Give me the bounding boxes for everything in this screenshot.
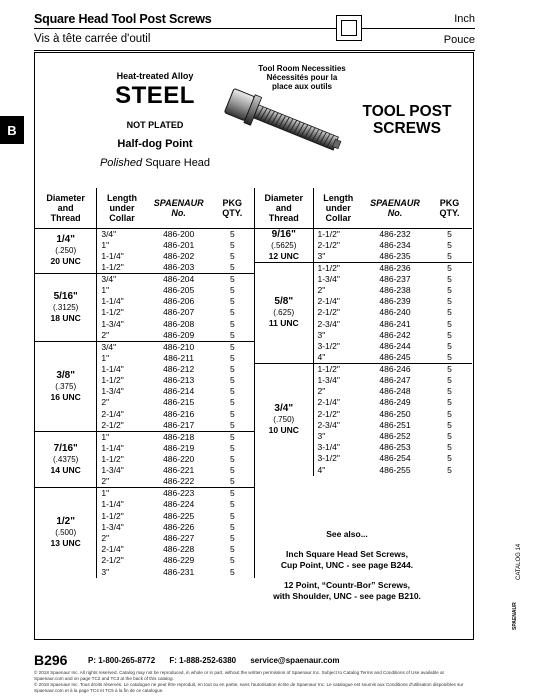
part-number-cell: 486-247 <box>379 375 411 386</box>
diameter-decimal: (.250) <box>55 246 77 256</box>
product-line-2: SCREWS <box>372 120 442 137</box>
product-line-title <box>337 103 477 137</box>
diameter-decimal: (.3125) <box>52 302 79 312</box>
part-number-cell: 486-251 <box>379 419 411 430</box>
part-number-cell: 486-253 <box>379 442 411 453</box>
part-number-cell: 486-201 <box>163 239 195 250</box>
thread-spec: 13 UNC <box>50 538 81 549</box>
part-number-cell: 486-245 <box>379 352 411 362</box>
thread-spec: 11 UNC <box>268 318 299 329</box>
pkg-qty-cell: 5 <box>447 453 452 464</box>
see-also-ref-2: 12 Point, “Countr-Bor” Screws, with Shoulder, UNC - see page B210. <box>273 580 421 601</box>
table-row <box>35 228 255 240</box>
pkg-qty-cell: 5 <box>447 340 452 351</box>
thread-spec: 18 UNC <box>50 312 81 323</box>
pkg-qty-cell: 5 <box>211 228 255 240</box>
pkg-qty-cell: 5 <box>447 307 452 318</box>
pkg-qty-cell: 5 <box>447 375 452 386</box>
diameter-cell <box>255 228 313 262</box>
length-cell: 1-1/2" <box>313 228 363 240</box>
pkg-qty-cell: 5 <box>211 353 255 364</box>
part-number-cell: 486-246 <box>363 364 427 376</box>
length-cell: 2-3/4" <box>317 318 340 329</box>
part-number-cell: 486-205 <box>163 284 195 295</box>
table-row <box>35 488 255 500</box>
tool-room-en: Tool Room Necessities <box>258 64 346 73</box>
part-number-cell: 486-221 <box>163 465 195 476</box>
see-also-heading: See also... <box>326 529 368 539</box>
pkg-qty-cell: 5 <box>447 408 452 419</box>
unit-label: Inch <box>454 13 475 25</box>
tool-room-fr-2: place aux outils <box>271 82 333 91</box>
col-part-number: SPAENAUR No. <box>147 188 211 228</box>
part-number-cell: 486-249 <box>379 397 411 408</box>
part-number-cell: 486-216 <box>163 408 195 419</box>
pkg-qty-cell: 5 <box>211 465 255 476</box>
part-number-cell: 486-209 <box>163 329 195 340</box>
contact-line <box>88 656 352 665</box>
length-cell: 1-1/2" <box>101 307 124 318</box>
part-number-cell: 486-228 <box>163 544 195 555</box>
part-number-cell: 486-212 <box>163 363 195 374</box>
length-cell: 2" <box>101 476 110 487</box>
length-cell: 2-1/2" <box>101 555 124 566</box>
pkg-qty-cell: 5 <box>211 386 255 397</box>
length-cell: 1" <box>97 431 147 443</box>
col-part-number: SPAENAUR No. <box>363 188 427 228</box>
pkg-qty-cell: 5 <box>211 476 255 488</box>
pkg-qty-cell: 5 <box>211 296 255 307</box>
length-cell: 2-1/4" <box>317 296 340 307</box>
square-head-icon <box>336 15 362 41</box>
length-cell: 3/4" <box>97 341 147 353</box>
part-number-cell: 486-238 <box>379 284 411 295</box>
pkg-qty-cell: 5 <box>447 442 452 453</box>
product-line-1: TOOL POST <box>362 103 452 120</box>
thread-spec: 20 UNC <box>50 256 81 267</box>
length-cell: 2-1/2" <box>317 307 340 318</box>
length-cell: 3-1/2" <box>317 453 340 464</box>
length-cell: 1-1/2" <box>313 262 363 274</box>
pkg-qty-cell: 5 <box>211 431 255 443</box>
col-length: Length under Collar <box>97 188 147 228</box>
part-number-cell: 486-255 <box>379 464 411 475</box>
tool-room-fr-1: Nécessités pour la <box>266 73 338 82</box>
length-cell: 1-1/4" <box>101 499 124 510</box>
length-cell: 1-3/4" <box>101 386 124 397</box>
pkg-qty-cell: 5 <box>447 352 452 362</box>
diameter-size: 1/2" <box>56 516 75 528</box>
length-cell: 3-1/2" <box>317 340 340 351</box>
pkg-qty-cell: 5 <box>211 544 255 555</box>
length-cell: 3/4" <box>97 273 147 285</box>
diameter-cell <box>255 364 313 476</box>
unit-label-french: Pouce <box>443 34 475 46</box>
length-cell: 1-3/4" <box>101 318 124 329</box>
pkg-qty-cell: 5 <box>447 250 452 261</box>
part-number-cell: 486-240 <box>379 307 411 318</box>
page-title: Square Head Tool Post Screws <box>34 12 212 26</box>
pkg-qty-cell: 5 <box>211 273 255 285</box>
part-number-cell: 486-211 <box>163 352 194 363</box>
part-number-cell: 486-229 <box>163 555 195 566</box>
part-number-cell: 486-248 <box>379 386 411 397</box>
pkg-qty-cell: 5 <box>211 251 255 262</box>
part-number-cell: 486-227 <box>163 532 195 543</box>
length-cell: 2-3/4" <box>317 419 340 430</box>
pkg-qty-cell: 5 <box>211 555 255 566</box>
part-number-cell: 486-222 <box>163 476 195 487</box>
product-panel <box>34 52 474 640</box>
part-number-cell: 486-224 <box>163 499 195 510</box>
diameter-decimal: (.750) <box>273 415 295 425</box>
length-cell: 2" <box>101 532 110 543</box>
pkg-qty-cell: 5 <box>447 273 452 284</box>
pkg-qty-cell: 5 <box>427 228 472 240</box>
length-cell: 1" <box>101 239 110 250</box>
header-divider <box>34 28 475 29</box>
length-cell: 2" <box>101 329 110 340</box>
length-cell: 1-3/4" <box>317 375 340 386</box>
diameter-size: 5/16" <box>53 290 78 302</box>
part-number-cell: 486-202 <box>163 250 195 261</box>
thread-spec: 10 UNC <box>268 425 299 436</box>
catalog-label: CATALOG 14 <box>516 543 522 580</box>
pkg-qty-cell: 5 <box>211 285 255 296</box>
part-number-cell: 486-223 <box>147 488 211 500</box>
pkg-qty-cell: 5 <box>211 533 255 544</box>
part-number-cell: 486-204 <box>147 273 211 285</box>
length-cell: 1" <box>101 352 110 363</box>
head-shape: Square Head <box>145 157 211 169</box>
pkg-qty-cell: 5 <box>427 262 472 274</box>
pkg-qty-cell: 5 <box>211 397 255 408</box>
part-number-cell: 486-231 <box>163 566 195 577</box>
page-title-french: Vis à tête carrée d'outil <box>34 33 151 45</box>
diameter-decimal: (.625) <box>273 308 295 318</box>
col-diameter: Diameter and Thread <box>35 188 97 228</box>
part-number-cell: 486-210 <box>147 341 211 353</box>
col-pkg-qty: PKG QTY. <box>427 188 472 228</box>
length-cell: 1-1/2" <box>101 510 124 521</box>
diameter-size: 1/4" <box>56 234 75 246</box>
diameter-decimal: (.5625) <box>271 240 297 250</box>
part-number-cell: 486-254 <box>379 453 411 464</box>
pkg-qty-cell: 5 <box>447 329 452 340</box>
material-alloy: Heat-treated Alloy <box>116 71 194 81</box>
length-cell: 1-1/4" <box>101 442 124 453</box>
diameter-cell <box>35 273 97 341</box>
legal-fr: © 2018 Spaenaur Inc. Tous droits réservés. Le catalogue ne peut être reproduit, en tout ou en partie, sans l'autorisation écrite de Spaenaur Inc. Le catalogue est soumis aux Conditions d'utilisation disponibles sur Spaenaur.com et à la page TC4 et TC5 à la fin de ce catalogue. <box>34 682 464 693</box>
length-cell: 3" <box>101 566 110 577</box>
pkg-qty-cell: 5 <box>211 499 255 510</box>
finish-label: NOT PLATED <box>126 120 184 130</box>
side-brand: SPAENAUR <box>512 602 518 630</box>
diameter-cell <box>35 488 97 578</box>
length-cell: 2-1/2" <box>317 408 340 419</box>
material-title: STEEL <box>115 82 195 109</box>
length-cell: 1-1/4" <box>101 363 124 374</box>
diameter-size: 7/16" <box>53 443 78 455</box>
spec-body-left <box>35 228 255 578</box>
part-number-cell: 486-241 <box>379 318 411 329</box>
screw-illustration <box>197 69 347 179</box>
part-number-cell: 486-206 <box>163 296 195 307</box>
part-number-cell: 486-217 <box>163 419 195 430</box>
length-cell: 3/4" <box>97 228 147 240</box>
part-number-cell: 486-239 <box>379 296 411 307</box>
part-number-cell: 486-213 <box>163 375 195 386</box>
part-number-cell: 486-234 <box>379 239 411 250</box>
length-cell: 2-1/4" <box>317 397 340 408</box>
part-number-cell: 486-219 <box>163 442 195 453</box>
thread-spec: 12 UNC <box>268 250 299 261</box>
length-cell: 4" <box>317 464 326 475</box>
length-cell: 2" <box>101 397 110 408</box>
length-cell: 2-1/2" <box>317 239 340 250</box>
part-number-cell: 486-215 <box>163 397 195 408</box>
part-number-cell: 486-252 <box>379 431 411 442</box>
diameter-decimal: (.500) <box>55 528 77 538</box>
thread-spec: 14 UNC <box>50 465 81 476</box>
length-cell: 3" <box>317 329 326 340</box>
pkg-qty-cell: 5 <box>447 239 452 250</box>
length-cell: 1-1/2" <box>101 375 124 386</box>
section-tab: B <box>0 116 24 144</box>
pkg-qty-cell: 5 <box>447 296 452 307</box>
length-cell: 1" <box>97 488 147 500</box>
pkg-qty-cell: 5 <box>211 511 255 522</box>
diameter-size: 3/4" <box>274 403 294 415</box>
col-pkg-qty: PKG QTY. <box>211 188 255 228</box>
part-number-cell: 486-218 <box>147 431 211 443</box>
diameter-cell <box>255 262 313 363</box>
spec-body-right <box>255 228 472 476</box>
legal-notice <box>34 670 474 694</box>
length-cell: 3-1/4" <box>317 442 340 453</box>
fax-number: F: 1-888-252-6380 <box>169 656 237 665</box>
part-number-cell: 486-214 <box>163 386 195 397</box>
length-cell: 2" <box>317 386 326 397</box>
table-row <box>35 273 255 285</box>
length-cell: 1-1/2" <box>101 454 124 465</box>
diameter-cell <box>35 341 97 431</box>
thread-spec: 16 UNC <box>50 391 81 402</box>
pkg-qty-cell: 5 <box>211 375 255 386</box>
pkg-qty-cell: 5 <box>211 409 255 420</box>
pkg-qty-cell: 5 <box>211 307 255 318</box>
length-cell: 2-1/2" <box>101 419 124 430</box>
pkg-qty-cell: 5 <box>427 364 472 376</box>
pkg-qty-cell: 5 <box>447 464 452 475</box>
pkg-qty-cell: 5 <box>447 284 452 295</box>
length-cell: 2-1/4" <box>101 544 124 555</box>
length-cell: 1-3/4" <box>317 273 340 284</box>
part-number-cell: 486-225 <box>163 510 195 521</box>
pkg-qty-cell: 5 <box>447 397 452 408</box>
diameter-size: 5/8" <box>274 296 294 308</box>
table-row <box>255 364 472 376</box>
length-cell: 1-3/4" <box>101 521 124 532</box>
pkg-qty-cell: 5 <box>447 419 452 430</box>
length-cell: 4" <box>317 352 326 362</box>
see-also-box <box>257 529 437 611</box>
table-row <box>35 341 255 353</box>
diameter-decimal: (.4375) <box>52 455 79 465</box>
diameter-cell <box>35 228 97 273</box>
length-cell: 2" <box>317 284 326 295</box>
header-divider-lower <box>34 50 475 51</box>
part-number-cell: 486-242 <box>379 329 411 340</box>
part-number-cell: 486-220 <box>163 454 195 465</box>
diameter-decimal: (.375) <box>55 381 77 391</box>
see-also-ref-1: Inch Square Head Set Screws, Cup Point, UNC - see page B244. <box>280 549 414 570</box>
pkg-qty-cell: 5 <box>211 488 255 500</box>
diameter-size: 9/16" <box>271 228 296 240</box>
length-cell: 1-3/4" <box>101 465 124 476</box>
col-diameter: Diameter and Thread <box>255 188 313 228</box>
length-cell: 1" <box>101 284 110 295</box>
spec-table-left <box>35 188 255 578</box>
pkg-qty-cell: 5 <box>211 454 255 465</box>
diameter-size: 3/8" <box>56 369 75 381</box>
pkg-qty-cell: 5 <box>447 318 452 329</box>
part-number-cell: 486-232 <box>363 228 427 240</box>
pkg-qty-cell: 5 <box>211 330 255 342</box>
pkg-qty-cell: 5 <box>211 522 255 533</box>
table-row <box>255 262 472 274</box>
pkg-qty-cell: 5 <box>211 262 255 274</box>
pkg-qty-cell: 5 <box>211 420 255 432</box>
col-length: Length under Collar <box>313 188 363 228</box>
pkg-qty-cell: 5 <box>211 318 255 329</box>
part-number-cell: 486-244 <box>379 340 411 351</box>
spec-table-right <box>255 188 472 476</box>
length-cell: 2-1/4" <box>101 408 124 419</box>
table-row <box>255 228 472 240</box>
pkg-qty-cell: 5 <box>211 341 255 353</box>
part-number-cell: 486-207 <box>163 307 195 318</box>
point-type: Half-dog Point <box>117 138 193 150</box>
part-number-cell: 486-200 <box>147 228 211 240</box>
page-number: B296 <box>34 652 68 668</box>
head-finish: Polished <box>99 157 143 169</box>
pkg-qty-cell: 5 <box>447 431 452 442</box>
length-cell: 3" <box>317 250 326 261</box>
table-row <box>35 431 255 443</box>
pkg-qty-cell: 5 <box>447 386 452 397</box>
pkg-qty-cell: 5 <box>211 240 255 251</box>
pkg-qty-cell: 5 <box>211 443 255 454</box>
pkg-qty-cell: 5 <box>211 566 255 577</box>
email-link[interactable]: service@spaenaur.com <box>250 656 340 665</box>
length-cell: 3" <box>317 431 326 442</box>
length-cell: 1-1/2" <box>313 364 363 376</box>
length-cell: 1-1/4" <box>101 296 124 307</box>
part-number-cell: 486-235 <box>379 250 411 261</box>
part-number-cell: 486-237 <box>379 273 411 284</box>
length-cell: 1-1/4" <box>101 250 124 261</box>
legal-en: © 2018 Spaenaur Inc. All rights reserved. Catalog may not be reproduced, in whole or in part, without the written permission of Spaenaur Inc. Subject to Catalog Terms and Conditions of Use available at Spaenaur.com and on page TC2 and TC3 at the back of this catalog. <box>34 670 444 681</box>
part-number-cell: 486-208 <box>163 318 195 329</box>
phone-number[interactable]: P: 1-800-265-8772 <box>88 656 156 665</box>
length-cell: 1-1/2" <box>101 261 124 272</box>
part-number-cell: 486-226 <box>163 521 195 532</box>
pkg-qty-cell: 5 <box>211 364 255 375</box>
part-number-cell: 486-250 <box>379 408 411 419</box>
part-number-cell: 486-236 <box>363 262 427 274</box>
part-number-cell: 486-203 <box>163 261 195 272</box>
diameter-cell <box>35 431 97 488</box>
